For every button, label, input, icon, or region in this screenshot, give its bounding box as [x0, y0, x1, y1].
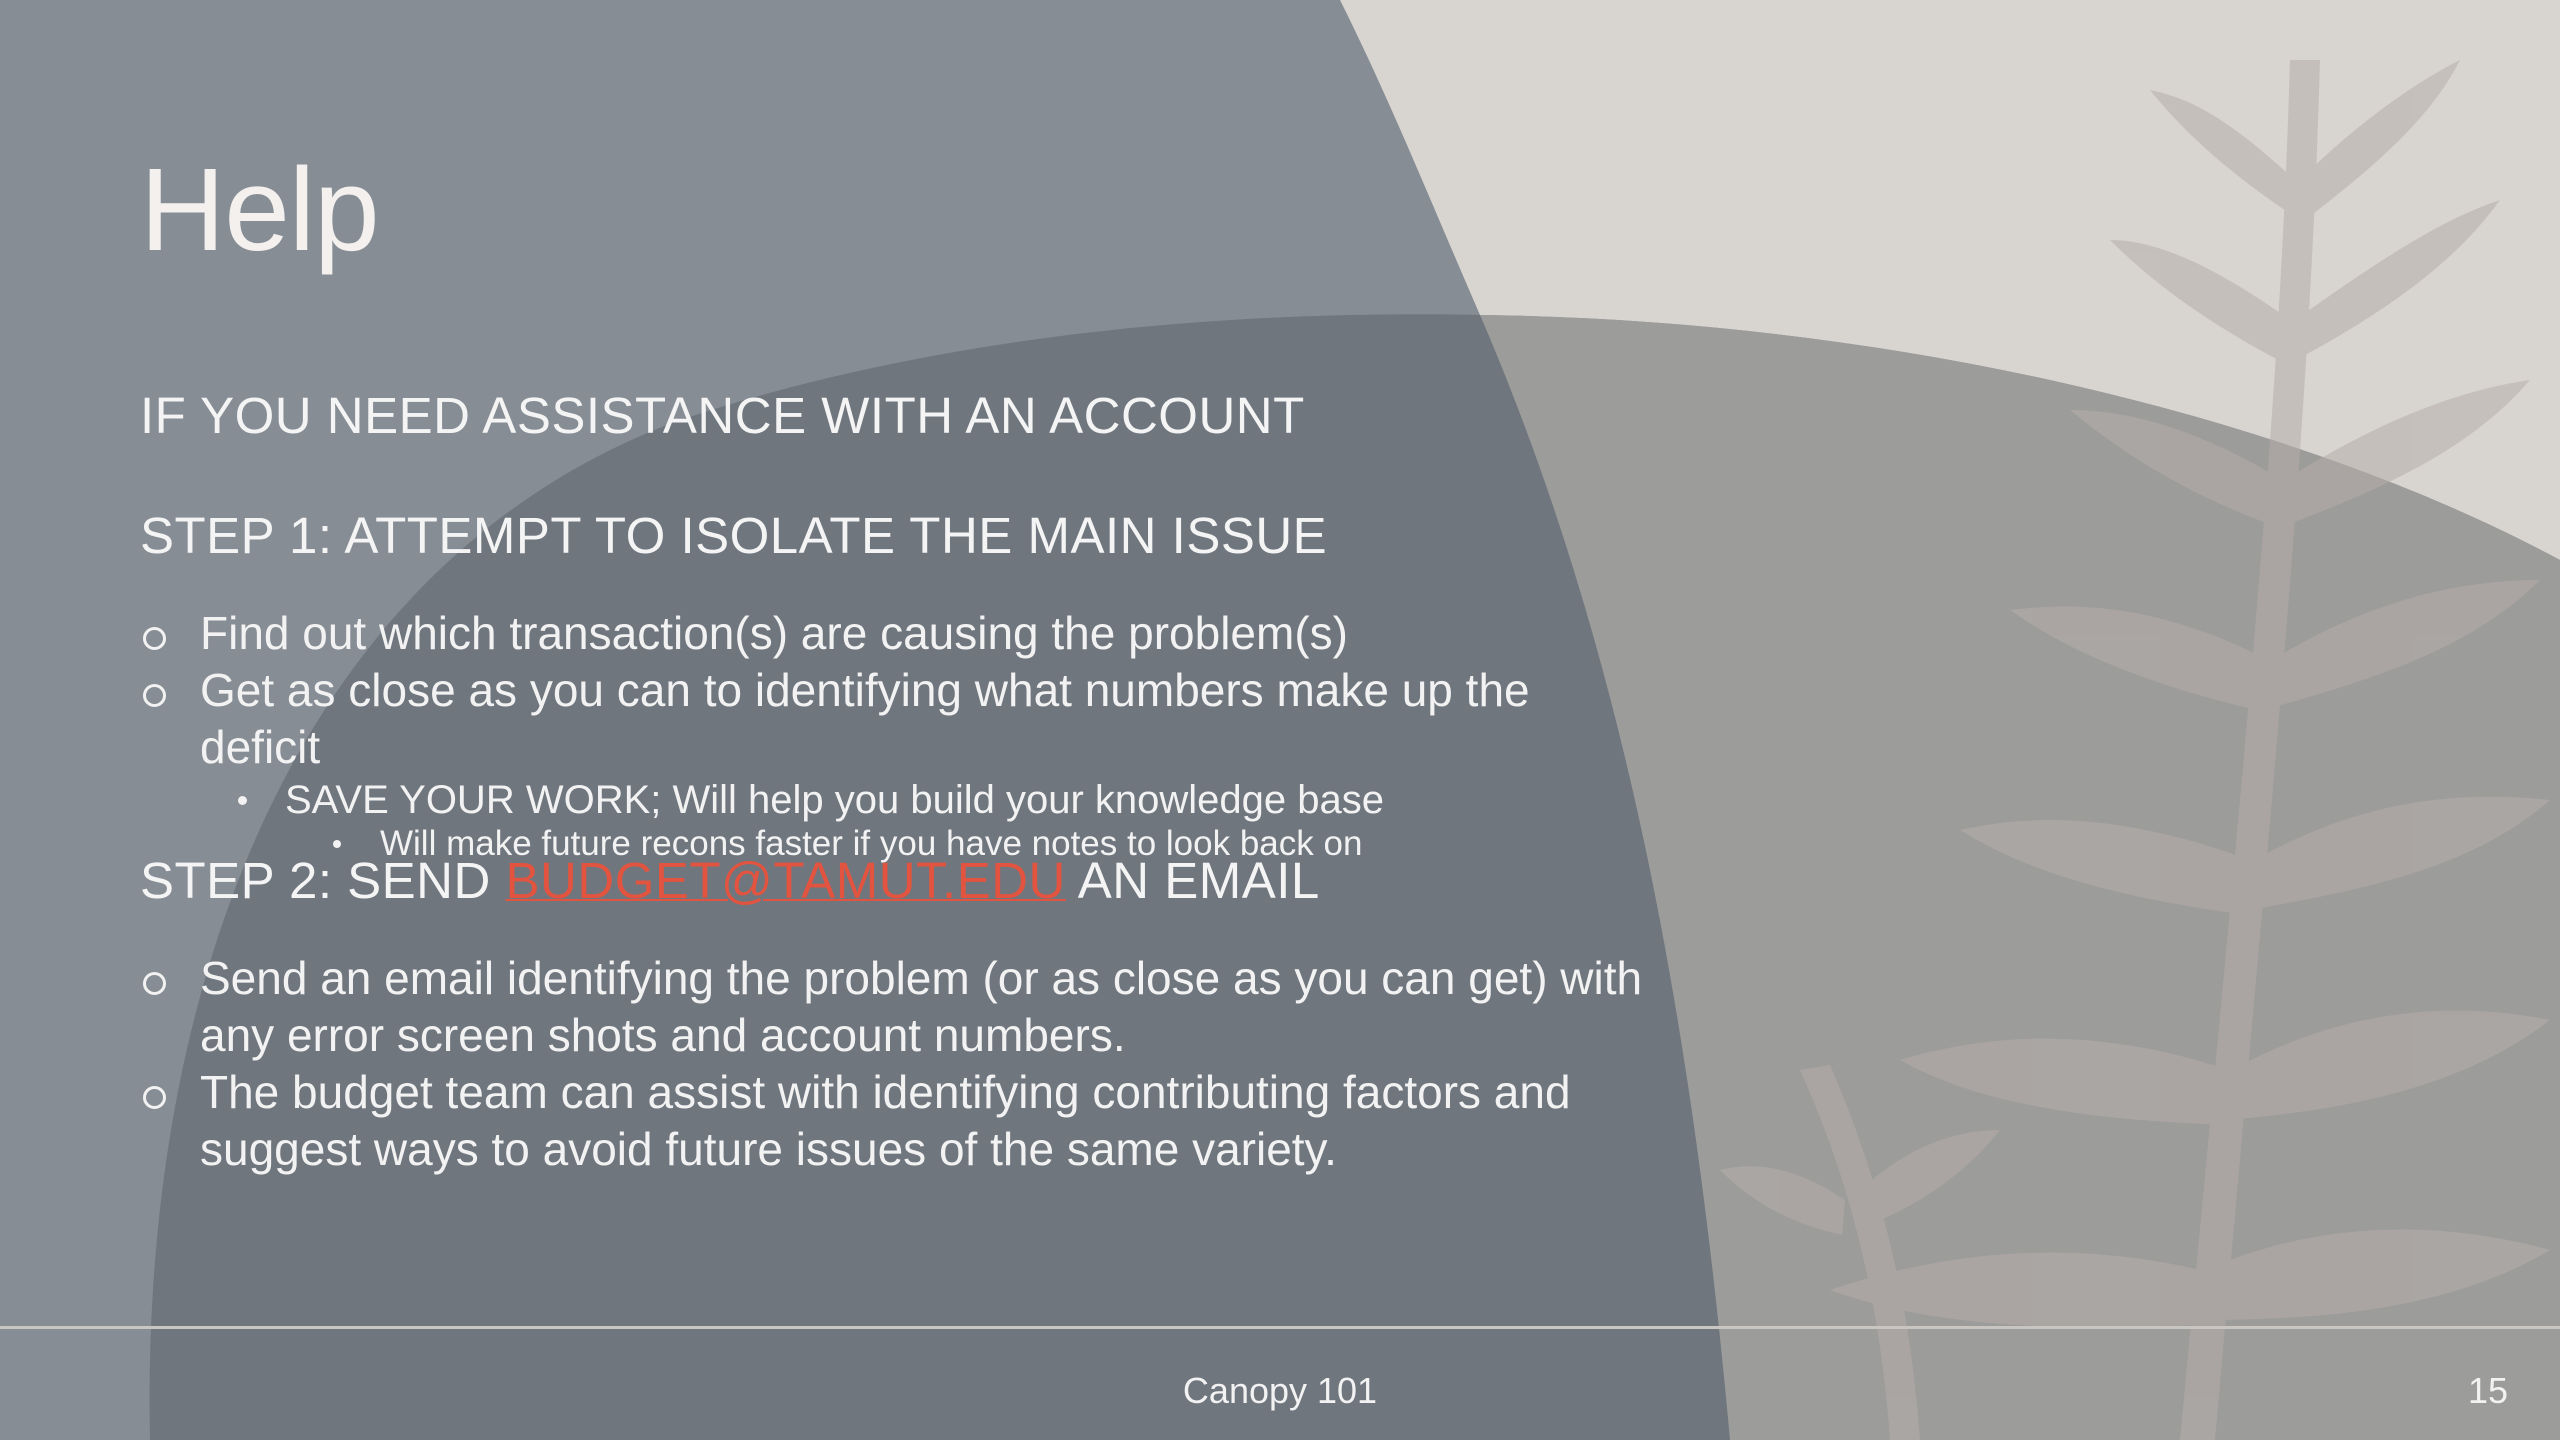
step2-heading-suffix: AN EMAIL	[1065, 852, 1320, 909]
list-item: Will make future recons faster if you have notes to look back on	[140, 824, 1660, 864]
list-item: The budget team can assist with identifying contributing factors and suggest ways to avoid future issues of the same variety.	[140, 1064, 1660, 1178]
list-item: Get as close as you can to identifying what numbers make up the deficit	[140, 662, 1660, 776]
page-number: 15	[2467, 1370, 2508, 1411]
list-item: Send an email identifying the problem (or as close as you can get) with any error screen shots and account numbers.	[140, 950, 1660, 1064]
step1-bullet-list	[140, 605, 1660, 864]
step2-heading-prefix: STEP 2: SEND	[140, 852, 506, 909]
budget-email-link[interactable]: BUDGET@TAMUT.EDU	[505, 852, 1066, 909]
footer-divider	[0, 1326, 2560, 1329]
list-item: Find out which transaction(s) are causing the problem(s)	[140, 605, 1660, 662]
step2-heading	[140, 850, 1320, 911]
list-item: SAVE YOUR WORK; Will help you build your knowledge base	[140, 776, 1660, 824]
step2-bullet-list	[140, 950, 1660, 1178]
slide-title: Help	[140, 144, 379, 276]
intro-heading: IF YOU NEED ASSISTANCE WITH AN ACCOUNT	[140, 387, 1305, 444]
footer-label: Canopy 101	[1182, 1370, 1378, 1411]
step1-heading: STEP 1: ATTEMPT TO ISOLATE THE MAIN ISSUE	[140, 507, 1328, 564]
